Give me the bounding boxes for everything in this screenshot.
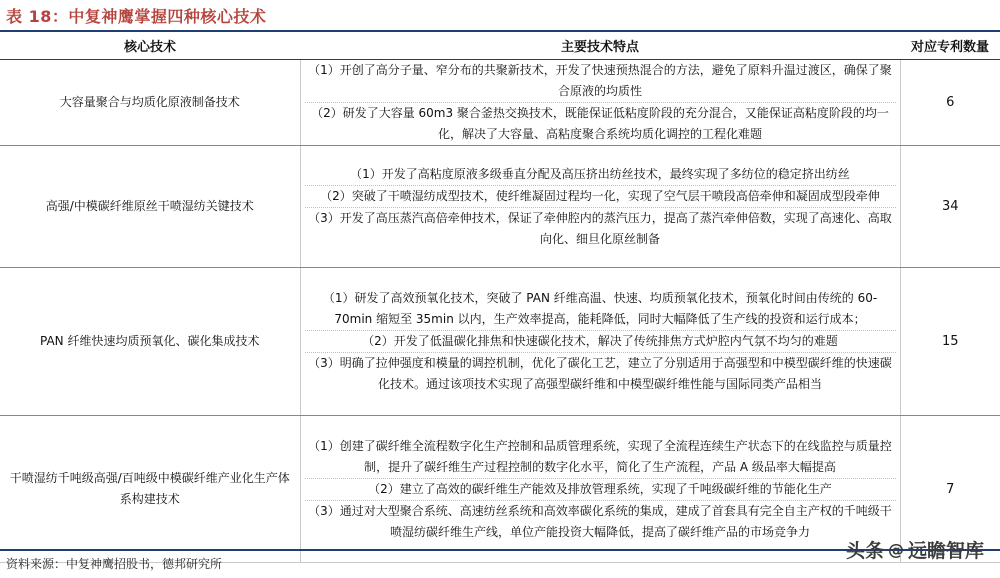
core-tech-cell: PAN 纤维快速均质预氧化、碳化集成技术 (0, 268, 300, 416)
feature-item: （1）研发了高效预氧化技术，突破了 PAN 纤维高温、快速、均质预氧化技术，预氧化时间由传统的 60-70min 缩短至 35min 以内，生产效率提高，能耗降低，同时大幅降低了生产线的投资和运行成本； (305, 288, 896, 331)
core-tech-cell: 高强/中模碳纤维原丝干喷湿纺关键技术 (0, 146, 300, 268)
table-row (0, 268, 1000, 416)
watermark (846, 536, 984, 563)
header-count: 对应专利数量 (900, 31, 1000, 60)
watermark-handle: 远瞻智库 (907, 540, 984, 562)
feature-item: （2）突破了干喷湿纺成型技术，使纤维凝固过程均一化，实现了空气层干喷段高倍牵伸和凝固成型段牵伸 (305, 186, 896, 208)
table-row (0, 146, 1000, 268)
patent-count-cell: 34 (900, 146, 1000, 268)
tech-table-container (0, 30, 1000, 563)
features-cell (300, 268, 900, 416)
tech-table (0, 30, 1000, 563)
table-title: 表 18：中复神鹰掌握四种核心技术 (6, 7, 267, 26)
features-cell (300, 60, 900, 146)
feature-item: （1）创建了碳纤维全流程数字化生产控制和品质管理系统，实现了全流程连续生产状态下的在线监控与质量控制，提升了碳纤维生产过程控制的数字化水平，简化了生产流程，产品 A 级品率大幅提高 (305, 436, 896, 479)
feature-item: （2）开发了低温碳化排焦和快速碳化技术，解决了传统排焦方式炉腔内气氛不均匀的难题 (305, 331, 896, 353)
feature-item: （3）开发了高压蒸汽高倍牵伸技术，保证了牵伸腔内的蒸汽压力，提高了蒸汽牵伸倍数，实现了高速化、高取向化、细旦化原丝制备 (308, 210, 892, 246)
header-core: 核心技术 (0, 31, 300, 60)
feature-item: （2）建立了高效的碳纤维生产能效及排放管理系统，实现了千吨级碳纤维的节能化生产 (305, 479, 896, 501)
features-cell (300, 146, 900, 268)
feature-item: （3）明确了拉伸强度和模量的调控机制，优化了碳化工艺，建立了分别适用于高强型和中模型碳纤维的快速碳化技术。通过该项技术实现了高强型碳纤维和中模型碳纤维性能与国际同类产品相当 (308, 356, 892, 391)
header-features: 主要技术特点 (300, 31, 900, 60)
feature-item: （1）开创了高分子量、窄分布的共聚新技术，开发了快速预热混合的方法，避免了原料升温过渡区，确保了聚合原液的均质性 (305, 60, 896, 103)
source-note: 资料来源：中复神鹰招股书，德邦研究所 (6, 557, 223, 571)
features-cell (300, 416, 900, 563)
header-row (0, 31, 1000, 60)
feature-item: （1）开发了高粘度原液多级垂直分配及高压挤出纺丝技术，最终实现了多纺位的稳定挤出纺丝 (305, 164, 896, 186)
patent-count-cell: 7 (900, 416, 1000, 563)
feature-item: （2）研发了大容量 60m3 聚合釜热交换技术，既能保证低粘度阶段的充分混合，又能保证高粘度阶段的均一化，解决了大容量、高粘度聚合系统均质化调控的工程化难题 (311, 106, 889, 141)
watermark-at: @ (887, 540, 904, 559)
table-row (0, 60, 1000, 146)
core-tech-cell: 干喷湿纺千吨级高强/百吨级中模碳纤维产业化生产体系构建技术 (0, 416, 300, 563)
patent-count-cell: 15 (900, 268, 1000, 416)
core-tech-cell: 大容量聚合与均质化原液制备技术 (0, 60, 300, 146)
patent-count-cell: 6 (900, 60, 1000, 146)
watermark-brand: 头条 (845, 540, 884, 562)
feature-item: （3）通过对大型聚合系统、高速纺丝系统和高效率碳化系统的集成，建成了首套具有完全自主产权的千吨级干喷湿纺碳纤维生产线，单位产能投资大幅降低，提高了碳纤维产品的市场竞争力 (308, 503, 892, 539)
